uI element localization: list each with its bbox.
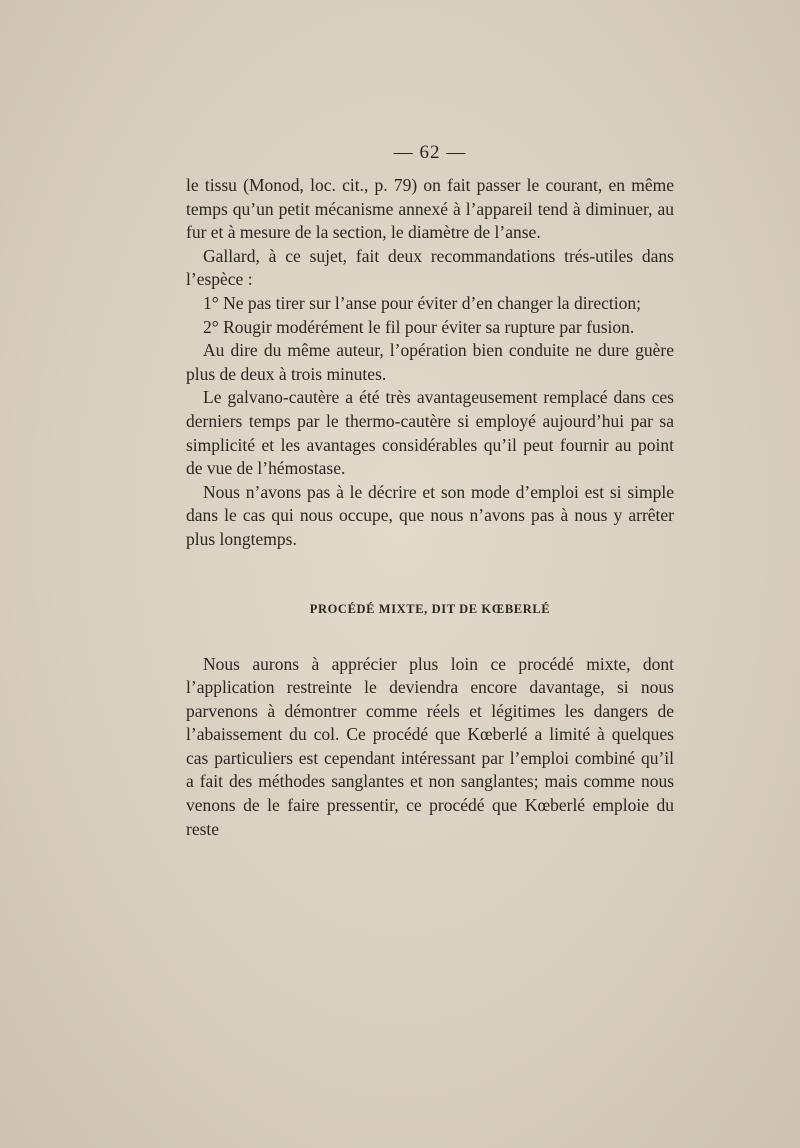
- section-heading: PROCÉDÉ MIXTE, DIT DE KŒBERLÉ: [309, 601, 551, 616]
- page-number: — 62 —: [393, 142, 467, 163]
- paragraph: 1° Ne pas tirer sur l’anse pour éviter d’en changer la direction;: [203, 292, 642, 313]
- paragraph: Au dire du même auteur, l’opération bien conduite ne dure guère plus de deux à trois minutes.: [186, 340, 674, 384]
- paragraph: Nous aurons à apprécier plus loin ce procédé mixte, dont l’application restreinte le deviendra encore davantage, si nous parvenons à démontrer comme réels et légitimes les dangers de l’abaissement du col. Ce procédé que Kœberlé a limité à quelques cas particuliers est cependant intéressant par l’emploi combiné qu’il a fait des méthodes sanglantes et non sanglantes; mais comme nous venons de le faire pressentir, ce procédé que Kœberlé emploie du reste: [186, 653, 674, 839]
- paragraph: 2° Rougir modérément le fil pour éviter sa rupture par fusion.: [203, 316, 635, 337]
- paragraph: Le galvano-cautère a été très avantageusement remplacé dans ces derniers temps par le thermo-cautère si employé aujourd’hui par sa simplicité et les avantages considérables qu’il peut fournir au point de vue de l’hémostase.: [186, 387, 674, 479]
- paragraph: Nous n’avons pas à le décrire et son mode d’emploi est si simple dans le cas qui nous occupe, que nous n’avons pas à nous y arrêter plus longtemps.: [186, 481, 674, 549]
- paragraph: le tissu (Monod, loc. cit., p. 79) on fait passer le courant, en même temps qu’un petit mécanisme annexé à l’appareil tend à diminuer, au fur et à mesure de la section, le diamètre de l’anse.: [186, 175, 674, 243]
- page-content: [186, 142, 674, 841]
- paragraph: Gallard, à ce sujet, fait deux recommandations trés-utiles dans l’espèce :: [186, 245, 674, 290]
